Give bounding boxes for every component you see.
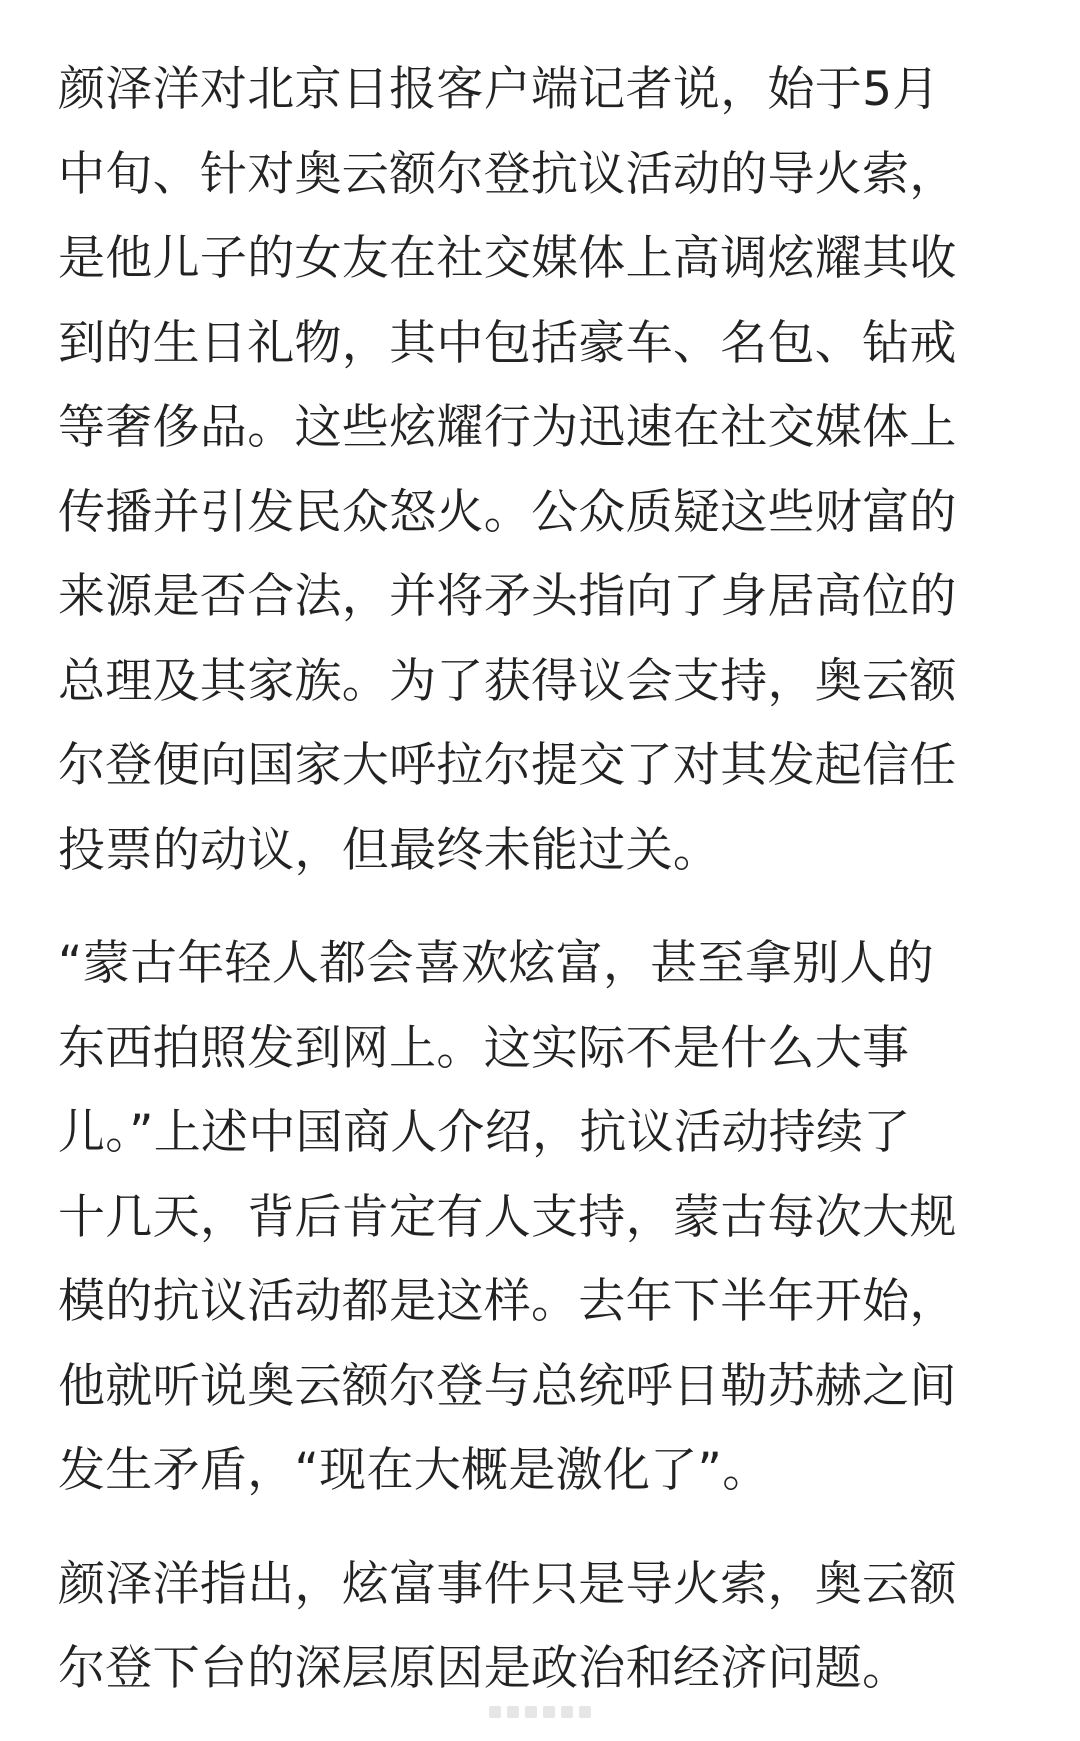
text-line: 东西拍照发到网上。这实际不是什么大事: [58, 1020, 910, 1076]
text-line: 投票的动议，但最终未能过关。: [58, 822, 721, 878]
text-line: 发生矛盾，“现在大概是激化了”。: [58, 1443, 770, 1498]
text-line: 是他儿子的女友在社交媒体上高调炫耀其收: [58, 231, 957, 286]
text-line: “蒙古年轻人都会喜欢炫富，甚至拿别人的: [58, 936, 935, 991]
watermark-block: [579, 1706, 591, 1718]
text-line: 等奢侈品。这些炫耀行为迅速在社交媒体上: [58, 400, 957, 455]
watermark-block: [489, 1706, 501, 1718]
paragraph-3: [58, 1543, 1048, 1712]
text-line: 他就听说奥云额尔登与总统呼日勒苏赫之间: [58, 1358, 957, 1414]
watermark-block: [507, 1706, 519, 1718]
text-line: 来源是否合法，并将矛头指向了身居高位的: [58, 569, 957, 624]
watermark-decoration: [0, 1706, 1080, 1726]
text-line: 十几天，背后肯定有人支持，蒙古每次大规: [58, 1189, 957, 1245]
text-line: 尔登便向国家大呼拉尔提交了对其发起信任: [58, 738, 957, 793]
text-line: 到的生日礼物，其中包括豪车、名包、钻戒: [58, 315, 957, 371]
watermark-block: [525, 1706, 537, 1718]
watermark-block: [543, 1706, 555, 1718]
paragraph-2: [58, 922, 1048, 1514]
text-line: 模的抗议活动都是这样。去年下半年开始，: [58, 1274, 957, 1329]
watermark-block: [561, 1706, 573, 1718]
text-line: 中旬、针对奥云额尔登抗议活动的导火索，: [58, 146, 957, 202]
text-line: 总理及其家族。为了获得议会支持，奥云额: [58, 653, 957, 709]
paragraph-1: [58, 48, 1048, 893]
text-line: 尔登下台的深层原因是政治和经济问题。: [58, 1641, 910, 1696]
text-line: 颜泽洋对北京日报客户端记者说，始于5月: [58, 62, 940, 117]
text-line: 颜泽洋指出，炫富事件只是导火索，奥云额: [58, 1556, 957, 1612]
text-line: 传播并引发民众怒火。公众质疑这些财富的: [58, 484, 957, 540]
text-line: 儿。”上述中国商人介绍，抗议活动持续了: [58, 1105, 911, 1160]
article-body: [58, 48, 1048, 1741]
